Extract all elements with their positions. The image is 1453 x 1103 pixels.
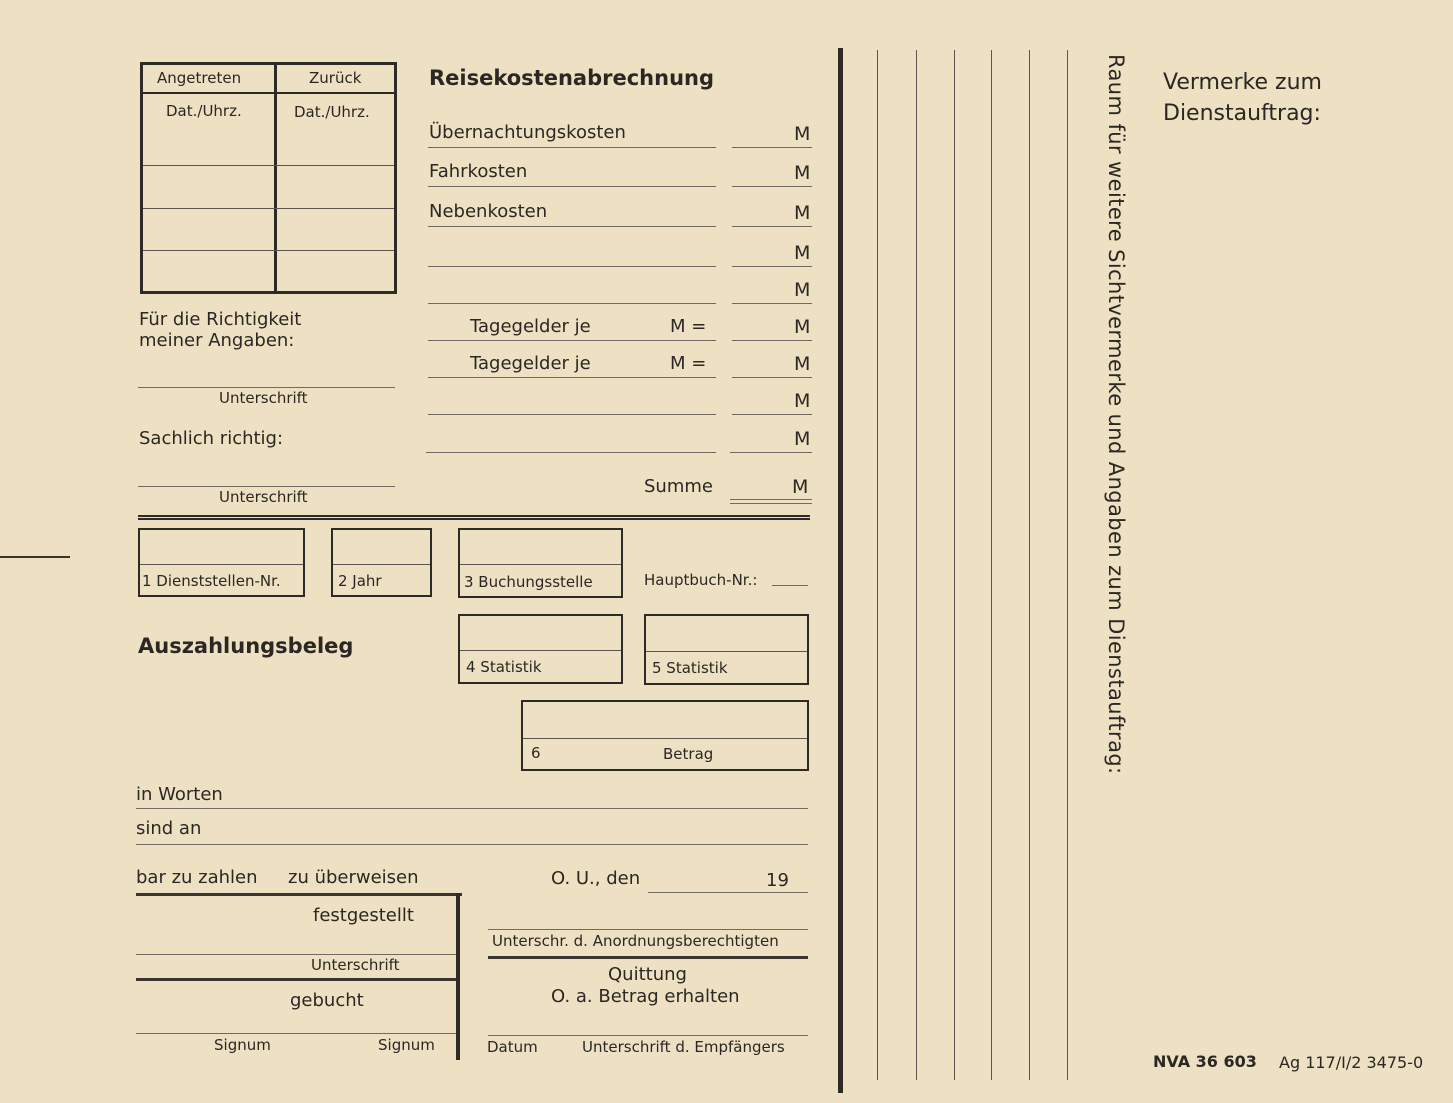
richtigkeit-2: meiner Angaben: xyxy=(139,330,295,351)
tagegelder-2: Tagegelder je xyxy=(470,353,591,374)
festgestellt: festgestellt xyxy=(313,905,414,926)
m-5: M xyxy=(794,279,811,301)
unterschrift-3: Unterschrift xyxy=(311,956,400,974)
vermerke-1: Vermerke zum xyxy=(1163,70,1322,95)
bar-zahlen: bar zu zahlen xyxy=(136,867,258,888)
sub-dat-1: Dat./Uhrz. xyxy=(166,102,242,120)
gebucht: gebucht xyxy=(290,990,364,1011)
unterschrift-1: Unterschrift xyxy=(219,389,308,407)
footer-ag: Ag 117/I/2 3475-0 xyxy=(1279,1053,1424,1072)
label-betrag-num: 6 xyxy=(531,744,541,762)
signum-2: Signum xyxy=(378,1036,435,1054)
col-angetreten: Angetreten xyxy=(157,69,242,87)
m-summe: M xyxy=(792,476,809,498)
m-1: M xyxy=(794,123,811,145)
divider-thick xyxy=(838,48,843,1093)
erhalten: O. a. Betrag erhalten xyxy=(551,986,740,1007)
m-3: M xyxy=(794,202,811,224)
m-6: M xyxy=(794,316,811,338)
row-uebernachtung: Übernachtungskosten xyxy=(429,122,626,143)
auszahlung-title: Auszahlungsbeleg xyxy=(138,634,354,658)
anordnung: Unterschr. d. Anordnungsberechtigten xyxy=(492,932,779,950)
time-table xyxy=(140,62,397,294)
ou-den: O. U., den xyxy=(551,868,641,889)
datum: Datum xyxy=(487,1038,538,1056)
unterschrift-2: Unterschrift xyxy=(219,488,308,506)
tagegelder-unit-2: M = xyxy=(670,353,707,374)
label-statistik4: 4 Statistik xyxy=(466,658,542,676)
ueberweisen: zu überweisen xyxy=(288,867,419,888)
richtigkeit-1: Für die Richtigkeit xyxy=(139,309,302,330)
label-betrag: Betrag xyxy=(663,745,714,763)
in-worten: in Worten xyxy=(136,784,223,805)
m-2: M xyxy=(794,162,811,184)
tagegelder-1: Tagegelder je xyxy=(470,316,591,337)
vermerke-2: Dienstauftrag: xyxy=(1163,101,1321,126)
label-buchung: 3 Buchungsstelle xyxy=(464,573,593,591)
m-4: M xyxy=(794,242,811,264)
col-zurueck: Zurück xyxy=(309,69,362,87)
vertical-note: Raum für weitere Sichtvermerke und Angaben zum Dienstauftrag: xyxy=(1104,54,1128,775)
label-statistik5: 5 Statistik xyxy=(652,659,728,677)
reise-title: Reisekostenabrechnung xyxy=(429,66,714,90)
tagegelder-unit-1: M = xyxy=(670,316,707,337)
row-nebenkosten: Nebenkosten xyxy=(429,201,548,222)
signum-1: Signum xyxy=(214,1036,271,1054)
m-7: M xyxy=(794,353,811,375)
row-fahrkosten: Fahrkosten xyxy=(429,161,528,182)
summe-label: Summe xyxy=(644,476,713,497)
label-dienststelle: 1 Dienststellen-Nr. xyxy=(142,572,281,590)
quittung: Quittung xyxy=(608,964,687,985)
empfaenger: Unterschrift d. Empfängers xyxy=(582,1038,785,1056)
sind-an: sind an xyxy=(136,818,202,839)
m-9: M xyxy=(794,428,811,450)
m-8: M xyxy=(794,390,811,412)
sachlich-richtig: Sachlich richtig: xyxy=(139,428,284,449)
label-hauptbuch: Hauptbuch-Nr.: xyxy=(644,571,758,589)
label-jahr: 2 Jahr xyxy=(338,572,382,590)
sub-dat-2: Dat./Uhrz. xyxy=(294,103,370,121)
year-19: 19 xyxy=(766,870,789,891)
footer-nva: NVA 36 603 xyxy=(1153,1052,1257,1071)
